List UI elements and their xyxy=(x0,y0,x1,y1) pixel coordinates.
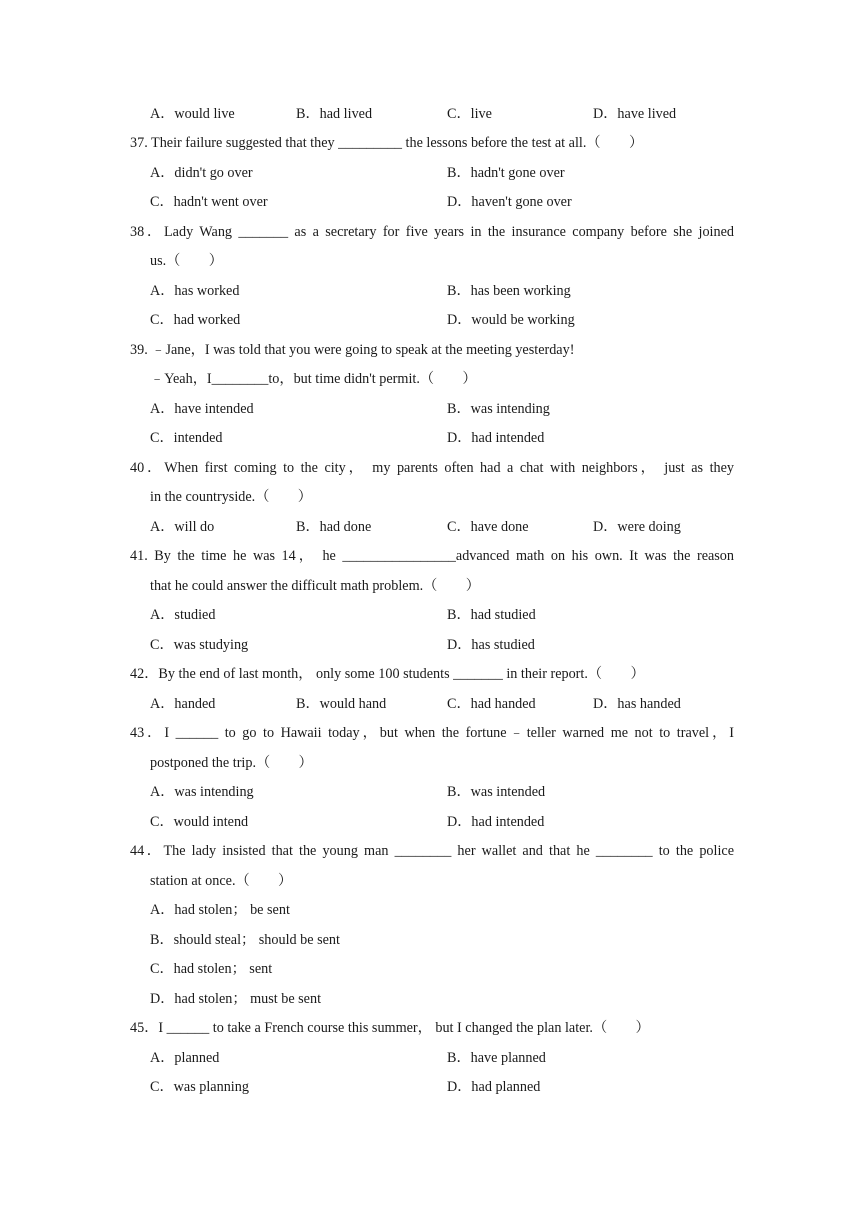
q44-stem-cont: station at once.（ ） xyxy=(150,872,293,889)
q45-option-b: B．have planned xyxy=(447,1049,546,1066)
q39-option-a: A．have intended xyxy=(150,400,254,417)
q38-stem-cont: us.（ ） xyxy=(150,253,223,269)
q41-stem: 41. By the time he was 14， he ________________advanced math on his own. It was the reason xyxy=(130,548,734,564)
q44-option-c: C．had stolen； sent xyxy=(150,961,273,977)
q43-stem-cont: postponed the trip.（ ） xyxy=(150,754,313,771)
q38-option-c: C．had worked xyxy=(150,312,241,328)
q41-stem-cont: that he could answer the difficult math problem.（ ） xyxy=(150,577,480,594)
q43-option-c: C．would intend xyxy=(150,813,249,830)
q38-option-d: D．would be working xyxy=(447,312,575,328)
q44-option-a: A．had stolen； be sent xyxy=(150,902,290,918)
q39-option-c: C．intended xyxy=(150,430,223,446)
q42-option-c: C．had handed xyxy=(447,695,536,712)
q37-option-a: A．didn't go over xyxy=(150,164,253,181)
q43-option-d: D．had intended xyxy=(447,813,545,830)
q42-option-b: B．would hand xyxy=(296,695,387,712)
q37-option-b: B．hadn't gone over xyxy=(447,164,565,181)
q40-option-c: C．have done xyxy=(447,518,529,535)
q37-option-c: C．hadn't went over xyxy=(150,194,268,210)
q37-option-d: D．haven't gone over xyxy=(447,194,572,210)
q39-stem: 39. ﹣Jane，I was told that you were going to speak at the meeting yesterday! xyxy=(130,341,575,358)
q38-option-b: B．has been working xyxy=(447,282,571,299)
q42-stem: 42．By the end of last month， only some 100 students _______ in their report.（ ） xyxy=(130,666,645,682)
q41-option-a: A．studied xyxy=(150,607,216,623)
q39-stem-cont: ﹣Yeah，I________to，but time didn't permit.（ ） xyxy=(150,371,477,387)
q45-option-d: D．had planned xyxy=(447,1079,541,1095)
q42-option-a: A．handed xyxy=(150,695,216,712)
q41-option-c: C．was studying xyxy=(150,636,249,653)
q41-option-b: B．had studied xyxy=(447,607,536,623)
q40-option-d: D．were doing xyxy=(593,518,681,535)
q40-option-a: A．will do xyxy=(150,518,215,535)
q45-stem: 45．I ______ to take a French course this summer， but I changed the plan later.（ ） xyxy=(130,1020,650,1036)
q38-stem: 38．Lady Wang _______ as a secretary for five years in the insurance company before she joined xyxy=(130,223,734,240)
q44-option-b: B．should steal； should be sent xyxy=(150,931,340,948)
q40-option-b: B．had done xyxy=(296,518,372,535)
q43-option-a: A．was intending xyxy=(150,784,254,800)
q36-option-b: B．had lived xyxy=(296,105,373,122)
q43-stem: 43．I ______ to go to Hawaii today，but when the fortune﹣teller warned me not to travel，I xyxy=(130,725,734,741)
q40-stem: 40．When first coming to the city， my parents often had a chat with neighbors， just as they xyxy=(130,459,734,476)
q37-stem: 37. Their failure suggested that they _________ the lessons before the test at all.（ ） xyxy=(130,135,644,151)
q39-option-b: B．was intending xyxy=(447,400,550,417)
q44-stem: 44．The lady insisted that the young man ________ her wallet and that he ________ to the police xyxy=(130,843,734,859)
q44-option-d: D．had stolen； must be sent xyxy=(150,990,322,1007)
q36-option-c: C．live xyxy=(447,105,492,122)
q42-option-d: D．has handed xyxy=(593,695,681,712)
q45-option-c: C．was planning xyxy=(150,1079,249,1095)
q45-option-a: A．planned xyxy=(150,1049,220,1066)
q36-option-d: D．have lived xyxy=(593,105,677,122)
q39-option-d: D．had intended xyxy=(447,430,545,446)
q41-option-d: D．has studied xyxy=(447,636,535,653)
q36-option-a: A．would live xyxy=(150,105,235,122)
q43-option-b: B．was intended xyxy=(447,784,546,800)
q38-option-a: A．has worked xyxy=(150,282,240,299)
q40-stem-cont: in the countryside.（ ） xyxy=(150,489,312,505)
